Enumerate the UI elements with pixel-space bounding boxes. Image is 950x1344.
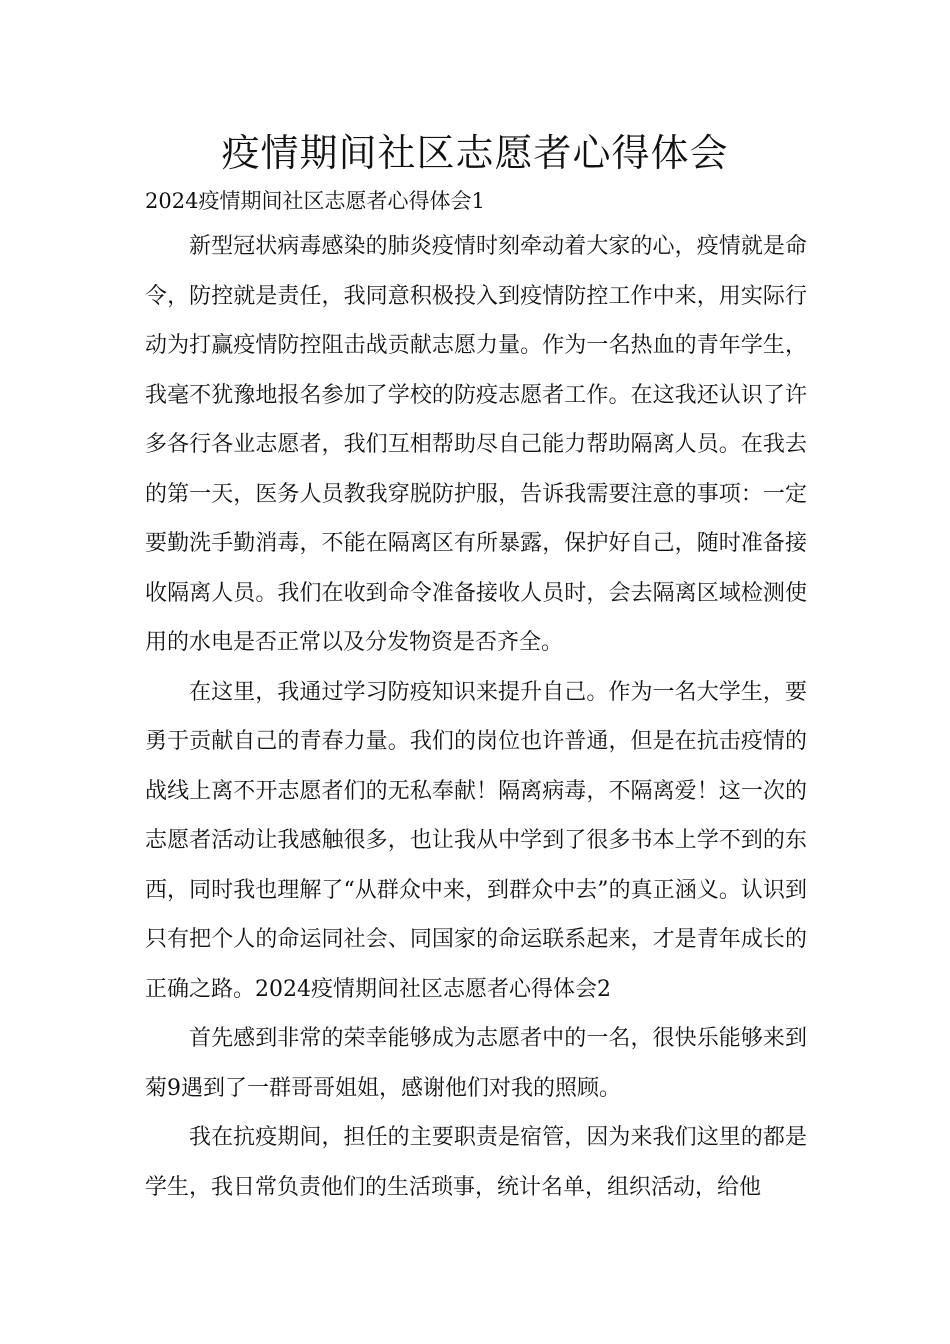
paragraph-3: 首先感到非常的荣幸能够成为志愿者中的一名，很快乐能够来到菊9遇到了一群哥哥姐姐，感谢他们对我的照顾。 xyxy=(145,1026,807,1101)
document-body xyxy=(145,180,807,1212)
paragraph-2: 在这里，我通过学习防疫知识来提升自己。作为一名大学生，要勇于贡献自己的青春力量。我们的岗位也许普通，但是在抗击疫情的战线上离不开志愿者们的无私奉献！隔离病毒，不隔离爱！这一次的志愿者活动让我感触很多，也让我从中学到了很多书本上学不到的东西，同时我也理解了“从群众中来，到群众中去”的真正涵义。认识到只有把个人的命运同社会、同国家的命运联系起来，才是青年成长的正确之路。2024疫情期间社区志愿者心得体会2 xyxy=(145,679,807,1002)
paragraph-1: 新型冠状病毒感染的肺炎疫情时刻牵动着大家的心，疫情就是命令，防控就是责任，我同意积极投入到疫情防控工作中来，用实际行动为打赢疫情防控阻击战贡献志愿力量。作为一名热血的青年学生，我毫不犹豫地报名参加了学校的防疫志愿者工作。在这我还认识了许多各行各业志愿者，我们互相帮助尽自己能力帮助隔离人员。在我去的第一天，医务人员教我穿脱防护服，告诉我需要注意的事项：一定要勤洗手勤消毒，不能在隔离区有所暴露，保护好自己，随时准备接收隔离人员。我们在收到命令准备接收人员时，会去隔离区域检测使用的水电是否正常以及分发物资是否齐全。 xyxy=(145,234,807,655)
paragraph-4: 我在抗疫期间，担任的主要职责是宿管，因为来我们这里的都是学生，我日常负责他们的生活琐事，统计名单，组织活动，给他 xyxy=(145,1125,807,1200)
document-title: 疫情期间社区志愿者心得体会 xyxy=(221,131,729,175)
section-subheading: 2024疫情期间社区志愿者心得体会1 xyxy=(145,189,485,213)
